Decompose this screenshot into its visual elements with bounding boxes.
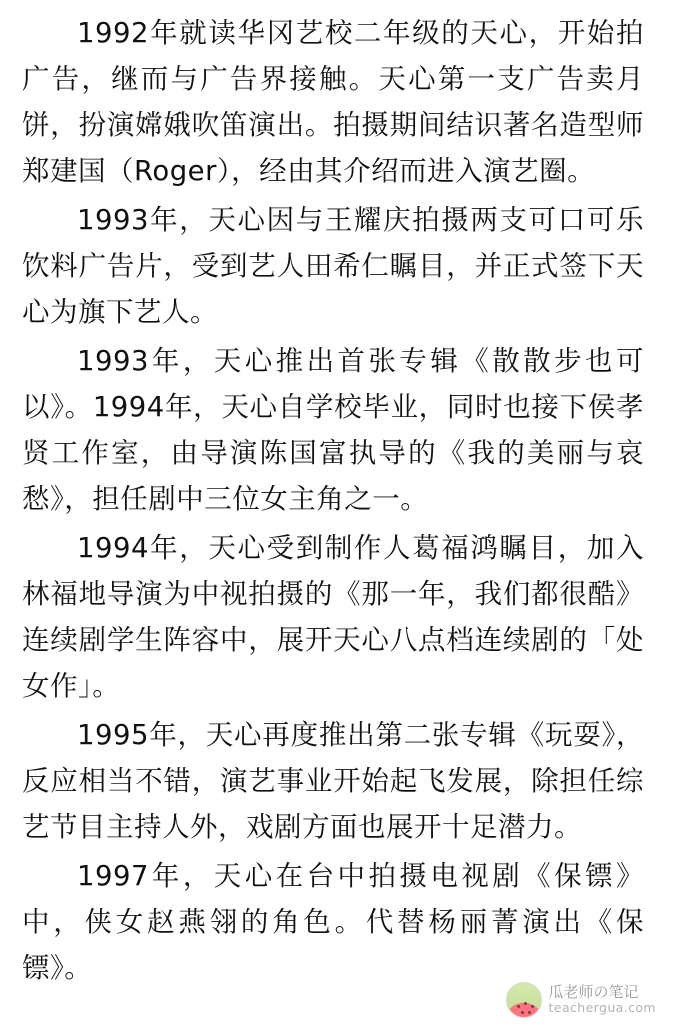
paragraph: 1995年，天心再度推出第二张专辑《玩耍》，反应相当不错，演艺事业开始起飞发展，除担任综艺节目主持人外，戏剧方面也展开十足潜力。 (22, 719, 644, 843)
paragraph: 1994年，天心受到制作人葛福鸿瞩目，加入林福地导演为中视拍摄的《那一年，我们都很酷》连续剧学生阵容中，展开天心八点档连续剧的「处女作」。 (22, 532, 644, 702)
watermark-subtitle: teachergua.com (548, 1000, 656, 1016)
watermark-text (549, 984, 656, 1016)
watermelon-avatar-icon (506, 982, 542, 1018)
paragraph: 1997年，天心在台中拍摄电视剧《保镖》中，侠女赵燕翎的角色。代替杨丽菁演出《保镖》。 (22, 860, 644, 984)
paragraph: 1992年就读华冈艺校二年级的天心，开始拍广告，继而与广告界接触。天心第一支广告卖月饼，扮演嫦娥吹笛演出。拍摄期间结识著名造型师郑建国（Roger），经由其介绍而进入演艺圈。 (22, 17, 644, 187)
paragraph: 1993年，天心推出首张专辑《散散步也可以》。1994年，天心自学校毕业，同时也接下侯孝贤工作室，由导演陈国富执导的《我的美丽与哀愁》，担任剧中三位女主角之一。 (22, 345, 644, 515)
watermark-title: 瓜老师の笔记 (548, 983, 639, 1002)
paragraph: 1993年，天心因与王耀庆拍摄两支可口可乐饮料广告片，受到艺人田希仁瞩目，并正式签下天心为旗下艺人。 (22, 204, 644, 328)
watermark (506, 982, 656, 1018)
